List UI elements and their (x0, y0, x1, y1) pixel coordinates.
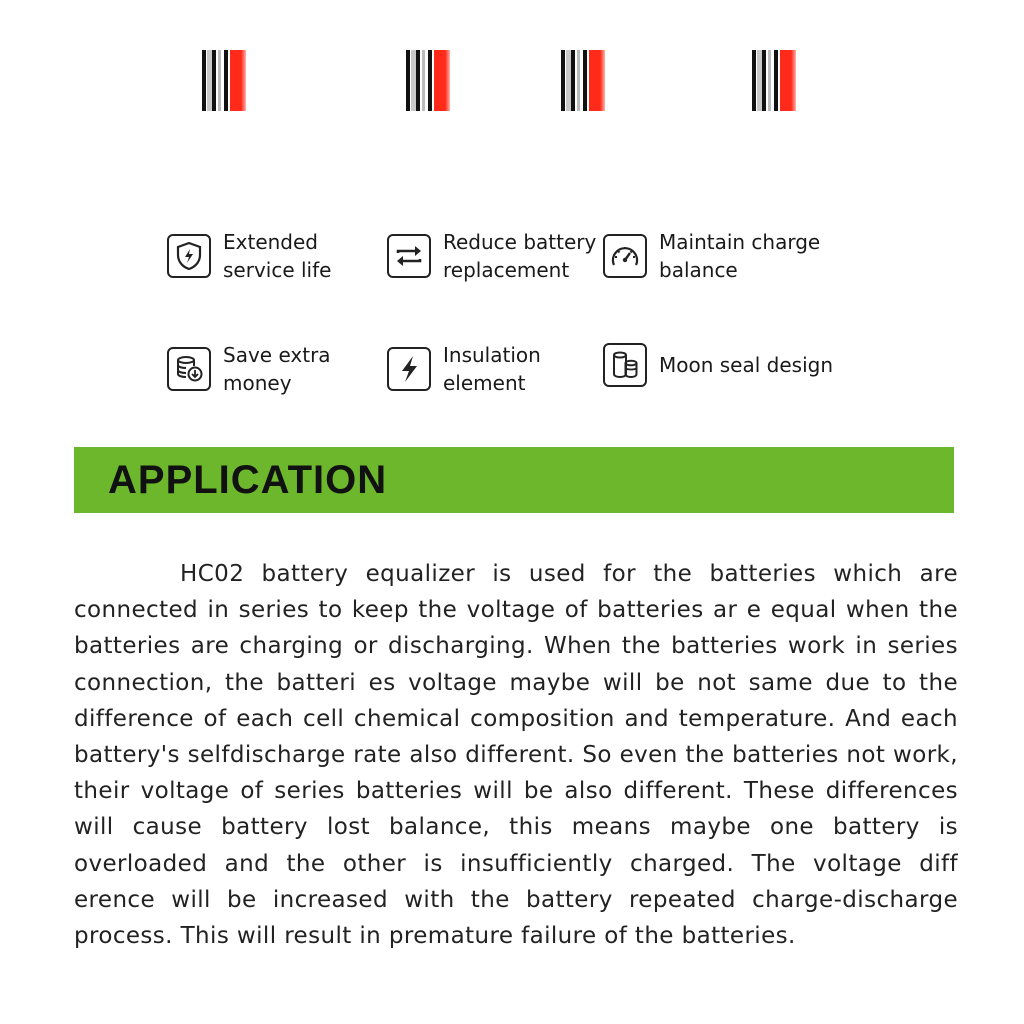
cable-end-1 (202, 50, 246, 111)
cylinders-icon (603, 343, 647, 387)
shield-bolt-icon (167, 234, 211, 278)
coins-icon (167, 347, 211, 391)
application-text: HC02 battery equalizer is used for the batteries which are connected in series to keep the voltage of batteries ar e equal when the batteries are charging or discharging. When the batteries work in series connection, the batteri es voltage maybe will be not same due to the difference of each cell chemical composition and temperature. And each battery's selfdischarge rate also different. So even the batteries not work, their voltage of series batteries will be also different. These differences will cause battery lost balance, this means maybe one battery is overloaded and the other is insufficiently charged. The voltage diff erence will be increased with the battery repeated charge-discharge process. This will result in premature failure of the batteries. (74, 561, 958, 950)
section-title: APPLICATION (108, 458, 388, 502)
feature-maintain-charge-balance (603, 228, 820, 284)
feature-label: Reduce battery replacement (443, 230, 597, 282)
feature-label: Save extra money (223, 343, 331, 395)
feature-extended-service-life (167, 228, 331, 284)
cable-end-2 (406, 50, 450, 111)
feature-label: Moon seal design (659, 353, 834, 377)
feature-label: Insulation element (443, 343, 541, 395)
section-banner (74, 447, 954, 513)
feature-save-extra-money (167, 341, 331, 397)
feature-label: Maintain charge balance (659, 230, 821, 282)
lightning-icon (387, 347, 431, 391)
cable-end-3 (561, 50, 605, 111)
feature-label: Extended service life (223, 230, 332, 282)
feature-reduce-battery-replacement (387, 228, 596, 284)
feature-insulation-element (387, 341, 541, 397)
application-description (74, 556, 958, 974)
cable-end-4 (752, 50, 796, 111)
gauge-icon (603, 234, 647, 278)
feature-moon-seal-design (603, 343, 833, 387)
swap-arrows-icon (387, 234, 431, 278)
